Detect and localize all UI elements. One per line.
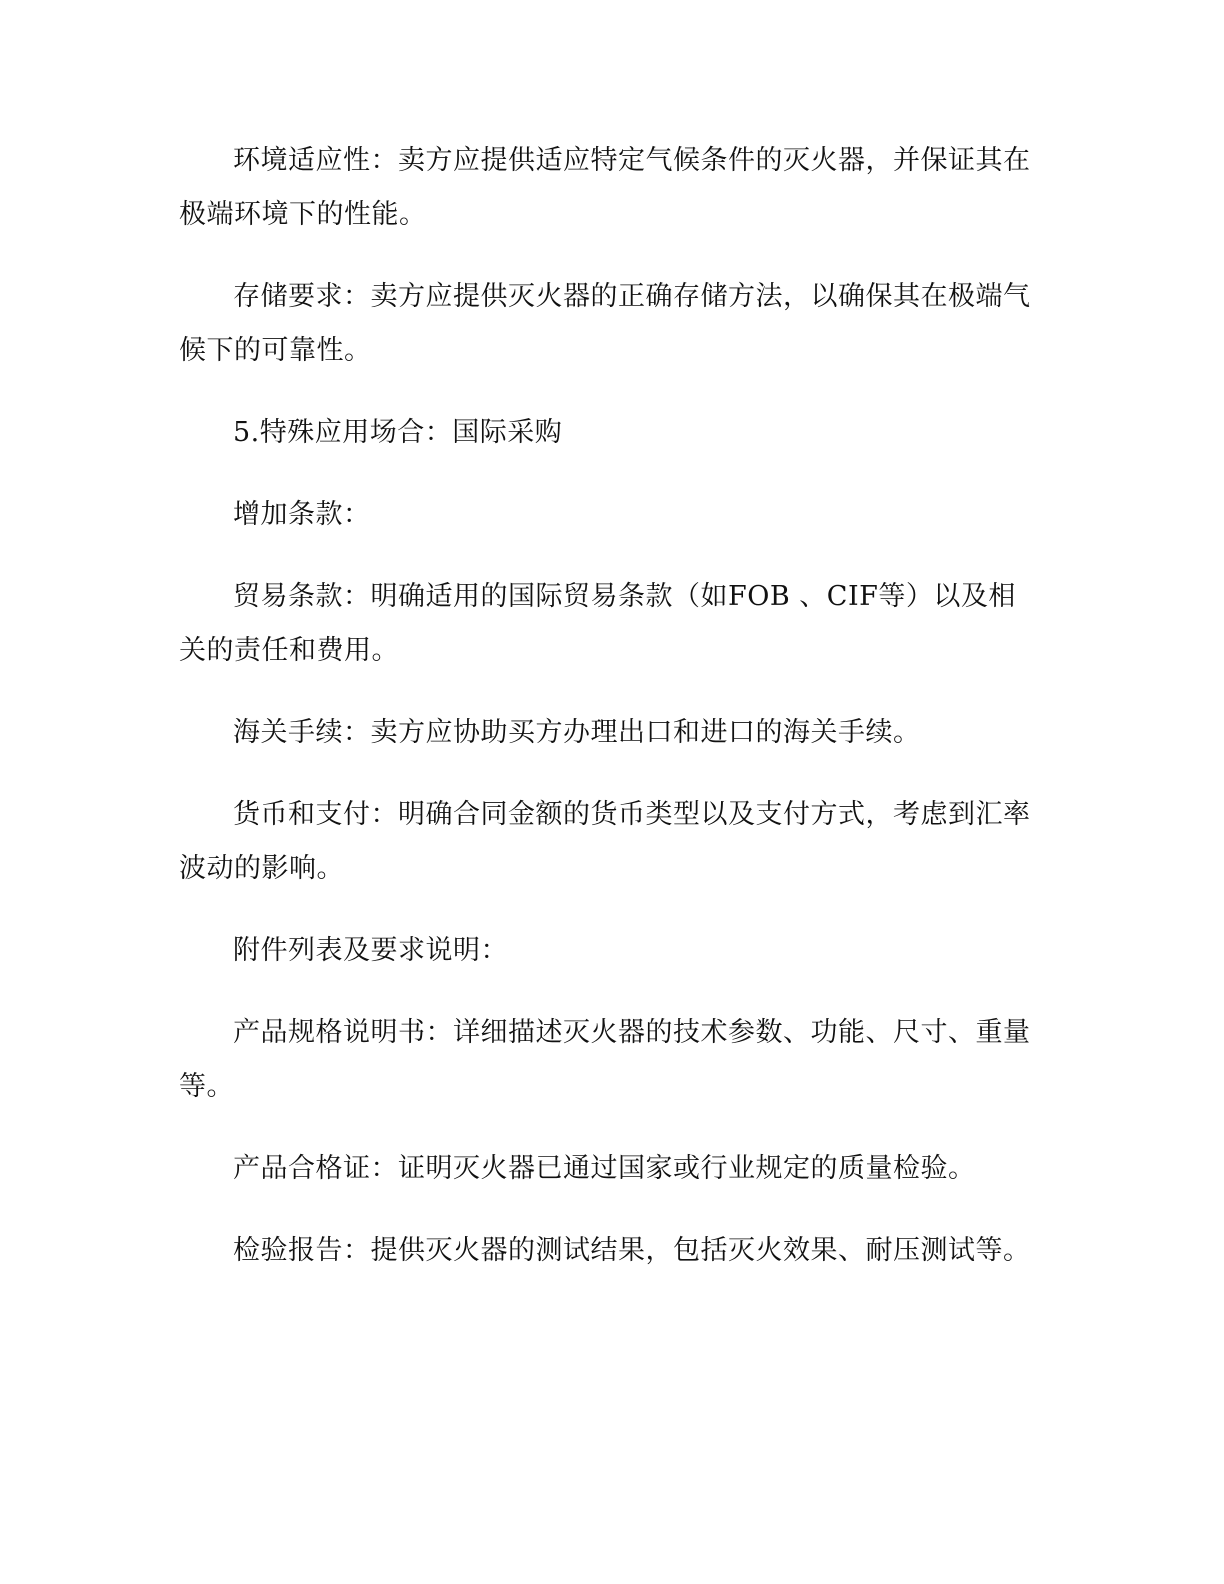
section-heading-special-application: 5.特殊应用场合：国际采购 [233,417,563,448]
paragraph-trade-terms: 贸易条款：明确适用的国际贸易条款（如FOB 、CIF等）以及相关的责任和费用。 [179,581,1016,666]
paragraph-customs-procedures: 海关手续：卖方应协助买方办理出口和进口的海关手续。 [233,717,921,748]
paragraph-storage-requirements: 存储要求：卖方应提供灭火器的正确存储方法，以确保其在极端气候下的可靠性。 [179,281,1031,366]
paragraph-additional-clauses: 增加条款： [233,499,371,530]
paragraph-currency-payment: 货币和支付：明确合同金额的货币类型以及支付方式，考虑到汇率波动的影响。 [179,799,1031,884]
paragraph-product-specification: 产品规格说明书：详细描述灭火器的技术参数、功能、尺寸、重量等。 [179,1017,1031,1102]
paragraph-product-certificate: 产品合格证：证明灭火器已通过国家或行业规定的质量检验。 [233,1153,976,1184]
document-body [179,134,1035,1306]
paragraph-attachments-heading: 附件列表及要求说明： [233,935,508,966]
paragraph-environmental-adaptability: 环境适应性：卖方应提供适应特定气候条件的灭火器，并保证其在极端环境下的性能。 [179,145,1031,230]
paragraph-inspection-report: 检验报告：提供灭火器的测试结果，包括灭火效果、耐压测试等。 [233,1235,1031,1266]
